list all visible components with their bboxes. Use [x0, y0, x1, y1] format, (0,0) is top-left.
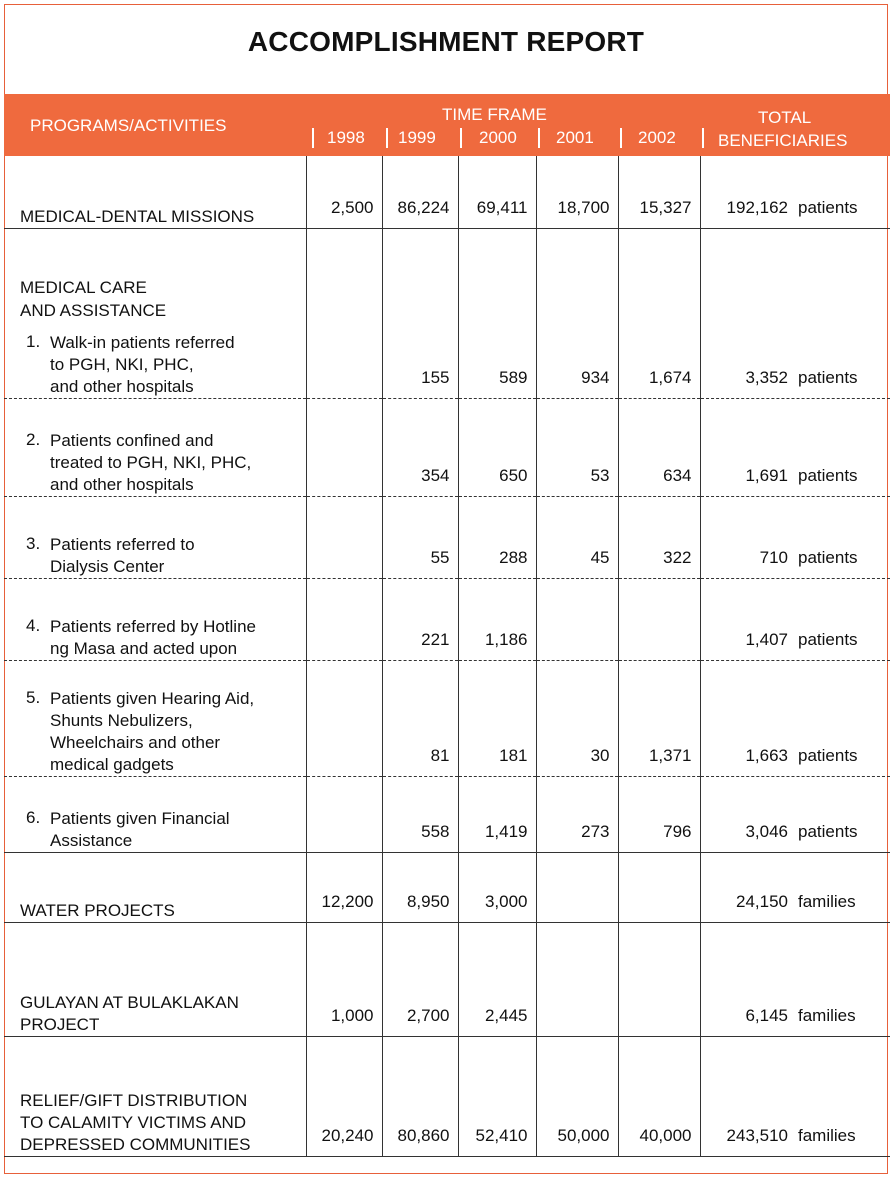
header-year-2000: 2000 — [479, 128, 517, 147]
table-row — [4, 496, 890, 578]
total-unit: patients — [798, 465, 858, 485]
table-row — [4, 398, 890, 496]
value-2002: 40,000 — [618, 1036, 700, 1156]
list-item — [20, 332, 306, 398]
header-total: TOTAL — [758, 108, 812, 127]
value-1999: 86,224 — [382, 156, 458, 228]
value-2001: 30 — [536, 660, 618, 776]
value-2000: 69,411 — [458, 156, 536, 228]
total-cell — [700, 398, 890, 496]
total-cell — [700, 578, 890, 660]
list-item — [20, 808, 306, 852]
activity-cell — [4, 776, 306, 852]
item-number: 1. — [26, 331, 41, 351]
value-2001: 18,700 — [536, 156, 618, 228]
activity-cell — [4, 156, 306, 228]
header-separator — [460, 128, 462, 148]
total-value: 243,510 — [726, 1125, 788, 1145]
total-unit: families — [798, 891, 856, 911]
list-item — [20, 534, 306, 578]
total-cell — [700, 1036, 890, 1156]
total-value: 6,145 — [745, 1005, 788, 1025]
value-1999: 2,700 — [382, 922, 458, 1036]
value-2000: 589 — [458, 228, 536, 398]
value-2002 — [618, 922, 700, 1036]
total-cell — [700, 922, 890, 1036]
total-cell — [700, 156, 890, 228]
header-separator — [702, 128, 704, 148]
value-1999: 155 — [382, 228, 458, 398]
total-unit: patients — [798, 629, 858, 649]
value-2002: 796 — [618, 776, 700, 852]
total-cell — [700, 496, 890, 578]
table-row — [4, 228, 890, 398]
value-1998 — [306, 398, 382, 496]
activity-label: GULAYAN AT BULAKLAKAN PROJECT — [20, 992, 239, 1034]
value-2000: 2,445 — [458, 922, 536, 1036]
item-number: 5. — [26, 687, 41, 707]
item-number: 3. — [26, 533, 41, 553]
value-2000: 1,419 — [458, 776, 536, 852]
value-1999: 354 — [382, 398, 458, 496]
total-unit: patients — [798, 547, 858, 567]
value-1998 — [306, 578, 382, 660]
activity-cell — [4, 1036, 306, 1156]
value-2001 — [536, 578, 618, 660]
value-1998 — [306, 660, 382, 776]
value-2002: 322 — [618, 496, 700, 578]
total-cell — [700, 852, 890, 922]
header-separator — [312, 128, 314, 148]
value-2002 — [618, 578, 700, 660]
header-separator — [620, 128, 622, 148]
value-2002: 1,371 — [618, 660, 700, 776]
list-item — [20, 688, 306, 776]
header-year-2001: 2001 — [556, 128, 594, 147]
table-row — [4, 156, 890, 228]
total-value: 710 — [759, 547, 788, 567]
total-value: 3,046 — [745, 821, 788, 841]
value-1999: 221 — [382, 578, 458, 660]
item-number: 4. — [26, 615, 41, 635]
header-time-frame: TIME FRAME — [442, 105, 547, 124]
header-year-1999: 1999 — [398, 128, 436, 147]
activity-cell — [4, 496, 306, 578]
value-1998: 2,500 — [306, 156, 382, 228]
total-value: 1,691 — [745, 465, 788, 485]
value-2002: 1,674 — [618, 228, 700, 398]
table-row — [4, 578, 890, 660]
activity-cell — [4, 660, 306, 776]
header-year-1998: 1998 — [327, 128, 365, 147]
value-1998: 12,200 — [306, 852, 382, 922]
value-1998 — [306, 228, 382, 398]
item-label: Patients referred to Dialysis Center — [50, 534, 195, 576]
section-title: MEDICAL CARE AND ASSISTANCE — [20, 277, 167, 320]
total-value: 24,150 — [736, 891, 788, 911]
value-2001 — [536, 922, 618, 1036]
total-unit: patients — [798, 197, 858, 217]
value-2000: 1,186 — [458, 578, 536, 660]
value-1999: 80,860 — [382, 1036, 458, 1156]
activity-cell — [4, 852, 306, 922]
table-header — [4, 94, 890, 156]
header-programs: PROGRAMS/ACTIVITIES — [30, 116, 227, 135]
report-table — [4, 156, 890, 1157]
table-row — [4, 776, 890, 852]
activity-label: WATER PROJECTS — [20, 900, 175, 920]
value-2001: 273 — [536, 776, 618, 852]
activity-cell — [4, 578, 306, 660]
total-unit: families — [798, 1125, 856, 1145]
header-beneficiaries: BENEFICIARIES — [718, 131, 848, 150]
header-separator — [386, 128, 388, 148]
item-label: Patients confined and treated to PGH, NKI, PHC, and other hospitals — [50, 430, 252, 494]
list-item — [20, 616, 306, 660]
header-separator — [538, 128, 540, 148]
total-cell — [700, 776, 890, 852]
list-item — [20, 430, 306, 496]
activity-label: RELIEF/GIFT DISTRIBUTION TO CALAMITY VICTIMS AND DEPRESSED COMMUNITIES — [20, 1090, 251, 1154]
item-label: Walk-in patients referred to PGH, NKI, PHC, and other hospitals — [50, 332, 235, 396]
value-1998: 20,240 — [306, 1036, 382, 1156]
value-1998: 1,000 — [306, 922, 382, 1036]
total-unit: patients — [798, 821, 858, 841]
value-2001: 45 — [536, 496, 618, 578]
activity-cell — [4, 922, 306, 1036]
activity-cell — [4, 398, 306, 496]
table-row — [4, 852, 890, 922]
value-2002: 15,327 — [618, 156, 700, 228]
value-1998 — [306, 496, 382, 578]
item-label: Patients referred by Hotline ng Masa and acted upon — [50, 616, 256, 658]
table-row — [4, 922, 890, 1036]
total-unit: families — [798, 1005, 856, 1025]
page-title: ACCOMPLISHMENT REPORT — [247, 26, 645, 57]
item-number: 6. — [26, 807, 41, 827]
value-2002 — [618, 852, 700, 922]
table-row — [4, 660, 890, 776]
value-2001: 53 — [536, 398, 618, 496]
total-unit: patients — [798, 367, 858, 387]
activity-label: MEDICAL-DENTAL MISSIONS — [20, 206, 255, 226]
total-cell — [700, 660, 890, 776]
item-label: Patients given Financial Assistance — [50, 808, 230, 850]
total-value: 192,162 — [726, 197, 788, 217]
table-row — [4, 1036, 890, 1156]
total-unit: patients — [798, 745, 858, 765]
total-cell — [700, 228, 890, 398]
value-2000: 3,000 — [458, 852, 536, 922]
value-2000: 52,410 — [458, 1036, 536, 1156]
value-2001: 934 — [536, 228, 618, 398]
item-label: Patients given Hearing Aid, Shunts Nebulizers, Wheelchairs and other medical gadgets — [50, 688, 255, 774]
header-year-2002: 2002 — [638, 128, 676, 147]
value-2001: 50,000 — [536, 1036, 618, 1156]
value-1998 — [306, 776, 382, 852]
value-2000: 288 — [458, 496, 536, 578]
activity-cell — [4, 228, 306, 398]
total-value: 1,407 — [745, 629, 788, 649]
value-2000: 650 — [458, 398, 536, 496]
total-value: 3,352 — [745, 367, 788, 387]
value-1999: 81 — [382, 660, 458, 776]
value-2001 — [536, 852, 618, 922]
total-value: 1,663 — [745, 745, 788, 765]
value-1999: 55 — [382, 496, 458, 578]
value-2000: 181 — [458, 660, 536, 776]
value-1999: 558 — [382, 776, 458, 852]
item-number: 2. — [26, 429, 41, 449]
value-1999: 8,950 — [382, 852, 458, 922]
value-2002: 634 — [618, 398, 700, 496]
